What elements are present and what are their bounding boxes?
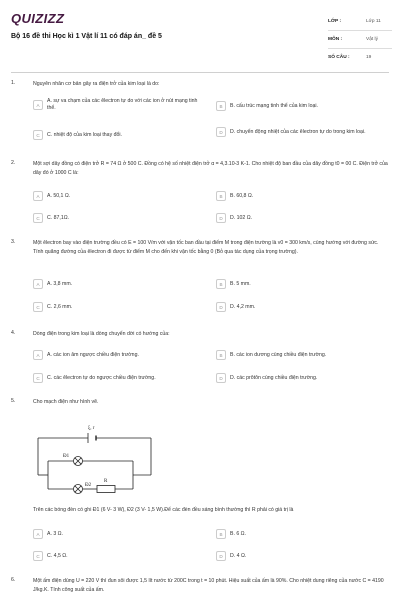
option-text: C. 87,1Ω. [47,214,70,221]
worksheet-header [0,0,400,74]
option-a[interactable] [33,98,203,112]
meta-row-grade [328,13,392,31]
option-letter: A [33,100,43,110]
option-b[interactable] [216,101,386,111]
option-text: B. cấu trúc mạng tinh thể của kim loại. [230,102,318,109]
meta-row-subject [328,31,392,49]
option-text: B. 6 Ω. [230,530,246,537]
option-text: D. các prôtôn cùng chiều điện trường. [230,374,318,381]
option-letter: B [216,101,226,111]
option-b[interactable] [216,191,386,201]
resistor-label: R [104,479,108,484]
option-text: C. 2,6 mm. [47,303,73,310]
question-3 [11,239,389,329]
option-text: D. chuyển động nhiệt của các êlectron tự do trong kim loại. [230,128,366,135]
option-text: A. các ion âm ngược chiều điện trường. [47,351,139,358]
source-label: ξ, r [88,426,95,431]
option-letter: C [33,213,43,223]
option-letter: A [33,191,43,201]
option-letter: A [33,279,43,289]
option-d[interactable] [216,551,386,561]
option-letter: B [216,350,226,360]
question-6 [11,577,389,599]
option-d[interactable] [216,302,386,312]
meta-row-count [328,49,392,66]
page-title: Bộ 16 đề thi Học kì 1 Vật lí 11 có đáp án_ đề 5 [11,33,162,40]
option-a[interactable] [33,279,203,289]
question-number: 1. [11,80,16,86]
header-divider [11,72,389,73]
question-text: Một êlectron bay vào điện trường đều có E = 100 V/m với vận tốc ban đầu tại điểm M trong điện trường là v0 = 300 km/s, cùng hướng với đường sức. Tính quãng đường của êlectron đi được từ điểm M cho đến khi vận tốc bằng 0 (Bỏ qua tác dụng của trọng trường). [33,240,379,255]
option-d[interactable] [216,373,386,383]
option-text: A. sự va chạm của các êlectron tự do với các ion ở nút mạng tinh thể. [47,98,198,111]
question-number: 5. [11,398,16,404]
option-letter: D [216,213,226,223]
question-text: Dòng điện trong kim loại là dòng chuyển dời có hướng của: [33,331,170,337]
question-number: 6. [11,577,16,583]
meta-value: Lớp 11 [366,19,381,24]
question-text: Một ấm điện dùng U = 220 V thì đun sôi được 1,5 lít nước từ 200C trong t = 10 phút. Hiệu suất của ấm là 90%. Cho nhiệt dung riêng của nước C = 4190 J/kg.K. Tính công suất của ấm. [33,578,384,593]
option-letter: B [216,279,226,289]
meta-value: 19 [366,55,372,60]
question-text: Nguyên nhân cơ bản gây ra điện trở của kim loại là do: [33,81,160,87]
meta-label: LỚP : [328,19,342,24]
meta-label: SỐ CÂU : [328,55,350,60]
option-letter: A [33,350,43,360]
option-letter: C [33,373,43,383]
option-c[interactable] [33,130,203,140]
question-number: 4. [11,330,16,336]
option-text: D. 4,2 mm. [230,303,256,310]
option-text: B. 5 mm. [230,280,251,287]
option-a[interactable] [33,529,203,539]
option-b[interactable] [216,529,386,539]
option-d[interactable] [216,213,386,223]
option-c[interactable] [33,373,203,383]
question-number: 3. [11,239,16,245]
option-text: B. các ion dương cùng chiều điện trường. [230,351,327,358]
meta-table [328,13,392,66]
option-letter: C [33,551,43,561]
option-text: B. 60,8 Ω. [230,192,254,199]
option-d[interactable] [216,127,386,137]
question-text-continued: Trên các bóng đèn có ghi Đ1 (6 V- 3 W), Đ2 (3 V- 1,5 W).Để các đèn đều sáng bình thường thì R phải có giá trị là [33,507,294,513]
option-text: A. 3,8 mm. [47,280,73,287]
option-letter: B [216,191,226,201]
option-text: A. 3 Ω. [47,530,63,537]
question-1 [11,80,389,150]
circuit-diagram [33,420,158,498]
option-letter: A [33,529,43,539]
option-b[interactable] [216,279,386,289]
option-letter: D [216,127,226,137]
lamp-d2-label: Đ2 [85,483,92,488]
option-letter: D [216,302,226,312]
meta-label: MÔN : [328,37,343,42]
option-letter: B [216,529,226,539]
option-text: D. 102 Ω. [230,214,253,221]
option-a[interactable] [33,350,203,360]
option-c[interactable] [33,213,203,223]
option-b[interactable] [216,350,386,360]
option-letter: C [33,130,43,140]
option-letter: D [216,373,226,383]
option-c[interactable] [33,302,203,312]
question-number: 2. [11,160,16,166]
question-text: Cho mạch điện như hình vẽ. [33,399,99,405]
option-letter: D [216,551,226,561]
question-2 [11,160,389,230]
option-a[interactable] [33,191,203,201]
meta-value: Vật lý [366,37,378,42]
resistor-r [97,486,115,493]
option-text: C. nhiệt độ của kim loại thay đổi. [47,131,122,138]
quizizz-logo: QUIZIZZ [11,11,65,26]
option-letter: C [33,302,43,312]
option-text: C. các êlectron tự do ngược chiều điện trường. [47,374,156,381]
option-text: C. 4,5 Ω. [47,552,68,559]
question-text: Một sợi dây đồng có điện trở R = 74 Ω ở 500 C. Đồng có hệ số nhiệt điện trở α = 4,3.10-3 K-1. Cho nhiệt độ ban đầu của dây đồng t0 = 00 C. Điện trở của dây đó ở 1000 C là: [33,161,388,176]
option-c[interactable] [33,551,203,561]
lamp-d1-label: Đ1 [63,454,70,459]
option-text: D. 4 Ω. [230,552,247,559]
option-text: A. 50,1 Ω. [47,192,71,199]
question-4 [11,330,389,390]
